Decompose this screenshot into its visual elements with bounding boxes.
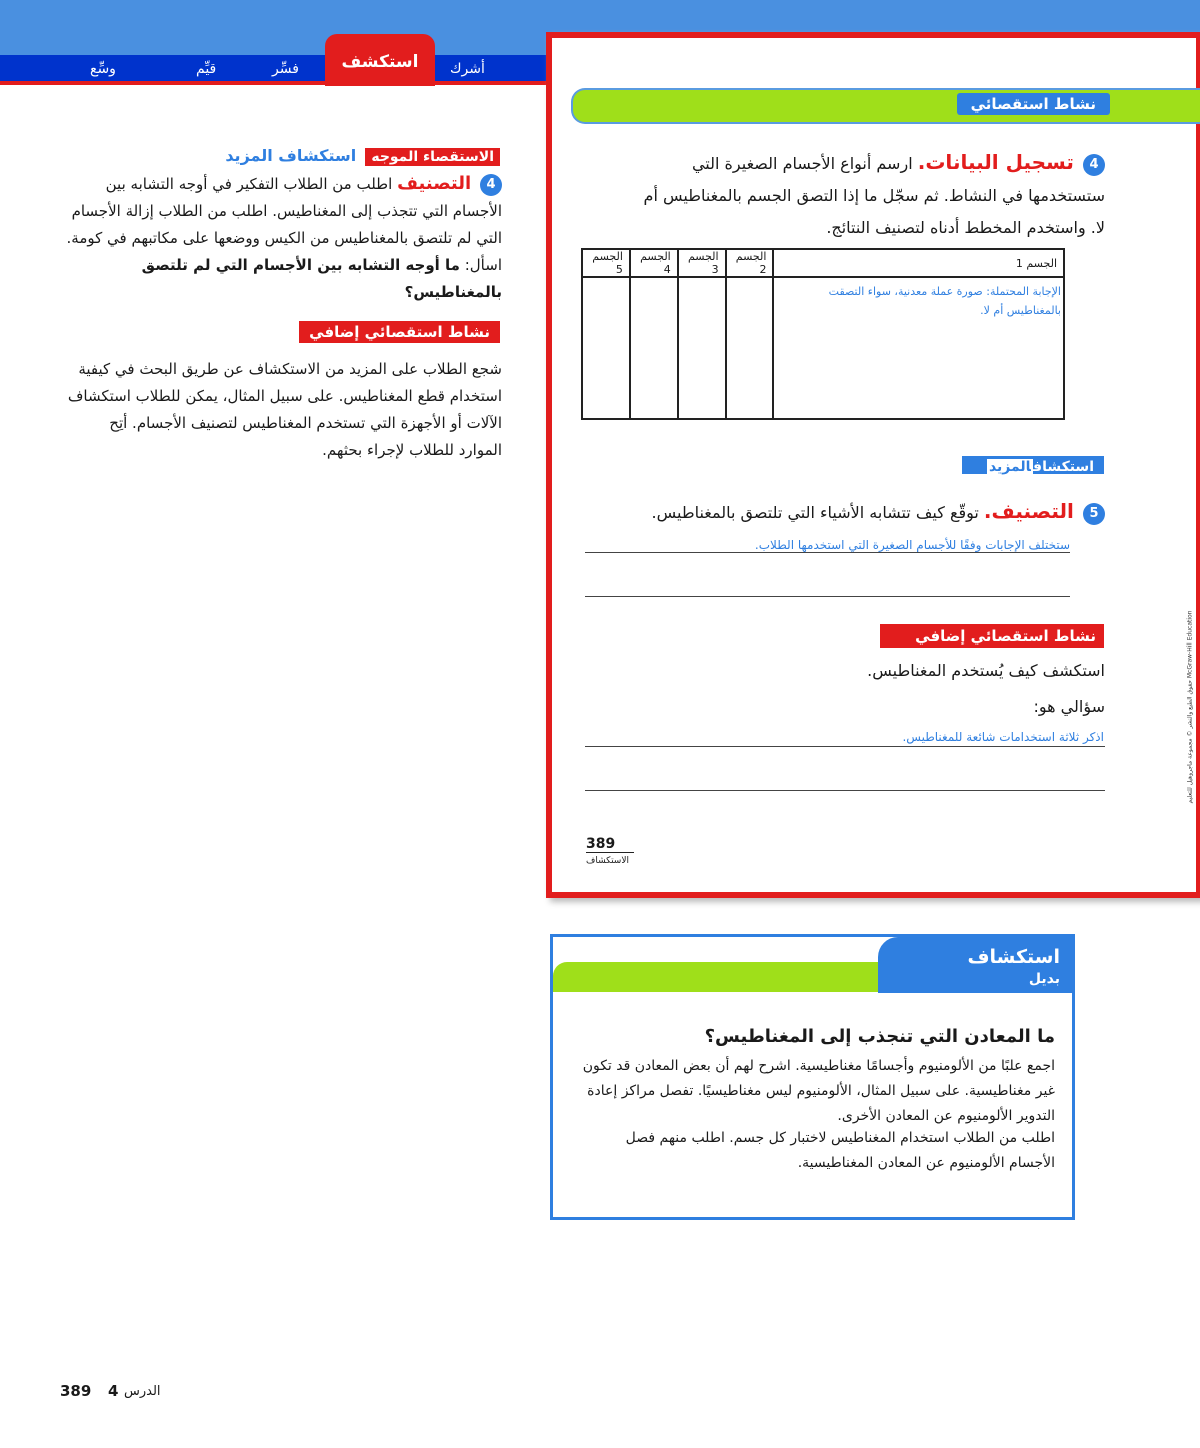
alt-explore-paragraph-1: اجمع علبًا من الألومنيوم وأجسامًا مغناطيسية. اشرح لهم أن بعض المعادن قد تكون غير مغناطيسية. على سبيل المثال، الألومنيوم ليس مغناطيسيًا. تفصل مراكز إعادة التدوير الألومنيوم عن المعادن الأخرى. [582, 1058, 1055, 1124]
q5-number-badge: 5 [1083, 503, 1105, 525]
table-header-object-1: الجسم 1 [773, 249, 1064, 277]
student-extra-activity-label: نشاط استقصائي إضافي [880, 624, 1104, 648]
alt-explore-paragraph-2: اطلب من الطلاب استخدام المغناطيس لاختبار كل جسم. اطلب منهم فصل الأجسام الألومنيوم عن المعادن المغناطيسية. [625, 1130, 1055, 1171]
q5-title: التصنيف. [983, 499, 1074, 523]
q5-instructions: توقّع كيف تتشابه الأشياء التي تلتصق بالمغناطيس. [651, 503, 979, 522]
answer-line[interactable] [585, 552, 1070, 553]
inquiry-banner-label: نشاط استقصائي [957, 93, 1110, 115]
table-answer-cell[interactable]: الإجابة المحتملة: صورة عملة معدنية، سواء التصقت بالمغناطيس أم لا. [773, 277, 1064, 419]
q5-answer: ستختلف الإجابات وفقًا للأجسام الصغيرة التي استخدمها الطلاب. [754, 538, 1070, 552]
lesson-phase-tabs [0, 55, 548, 85]
alt-explore-title: استكشاف [967, 946, 1060, 968]
q5-paragraph [585, 496, 1105, 528]
table-cell[interactable] [678, 277, 726, 419]
answer-line[interactable] [585, 746, 1105, 747]
table-header-object-5: الجسم 5 [582, 249, 630, 277]
extra-activity-label: نشاط استقصائي إضافي [299, 321, 500, 343]
q4-number-badge: 4 [1083, 154, 1105, 176]
footer-lesson-label: الدرس [124, 1384, 161, 1399]
data-table [581, 248, 1065, 420]
table-header-object-4: الجسم 4 [630, 249, 678, 277]
tab-explain[interactable]: فسِّر [272, 61, 299, 77]
q4-instructions: ارسم أنواع الأجسام الصغيرة التي ستستخدمها في النشاط. ثم سجّل ما إذا التصق الجسم بالمغناطيس أم لا. واستخدم المخطط أدناه لتصنيف النتائج. [643, 154, 1105, 237]
explore-more-bar-b: المزيد [988, 459, 1031, 475]
teacher-section-header [200, 146, 500, 168]
table-row [582, 277, 1064, 419]
alt-explore-subtitle: بديل [1028, 971, 1060, 987]
classify-keyword: التصنيف [397, 173, 472, 194]
explore-more-bar-a: استكشاف [1032, 459, 1094, 475]
footer-lesson-number: 4 [108, 1382, 119, 1400]
tab-explore[interactable]: استكشف [325, 34, 435, 86]
teacher-classify-paragraph [62, 170, 502, 306]
table-cell[interactable] [726, 277, 774, 419]
my-question-answer: اذكر ثلاثة استخدامات شائعة للمغناطيس. [902, 730, 1104, 744]
table-cell[interactable] [630, 277, 678, 419]
explore-more-bar [962, 456, 1104, 474]
teacher-extra-activity-text: شجع الطلاب على المزيد من الاستكشاف عن طريق البحث في كيفية استخدام قطع المغناطيس. على سبيل المثال، يمكن للطلاب استكشاف الآلات أو الأجهزة التي تستخدم المغناطيس لتصنيف الأجسام. أتِح الموارد للطلاب لإجراء بحثهم. [67, 360, 502, 459]
student-page-number: 389 [586, 836, 634, 853]
answer-line[interactable] [585, 790, 1105, 791]
copyright-notice: حقوق الطبع والنشر © مجموعة ماجروهيل للتعليم McGraw-Hill Education [1186, 610, 1194, 804]
table-cell[interactable] [582, 277, 630, 419]
student-page-caption: الاستكشاف [586, 856, 629, 866]
guided-inquiry-label: الاستقصاء الموجه [365, 148, 500, 166]
tab-engage[interactable]: أشرك [450, 61, 485, 77]
alt-explore-heading: ما المعادن التي تنجذب إلى المغناطيس؟ [704, 1026, 1055, 1047]
teacher-extra-activity-header [200, 322, 500, 341]
table-header-row [582, 249, 1064, 277]
answer-line[interactable] [585, 596, 1070, 597]
explore-more-heading: استكشاف المزيد [225, 146, 357, 165]
student-extra-text: استكشف كيف يُستخدم المغناطيس. [867, 661, 1105, 680]
q4-title: تسجيل البيانات. [917, 150, 1074, 174]
tab-evaluate[interactable]: قيِّم [196, 61, 217, 77]
classify-instructions: اطلب من الطلاب التفكير في أوجه التشابه بين الأجسام التي تتجذب إلى المغناطيس. اطلب من الطلاب إزالة الأجسام التي لم تلتصق بالمغناطيس من الكيس ووضعها على مكاتبهم في كومة. اسأل: [66, 175, 502, 274]
inquiry-banner [571, 88, 1200, 124]
footer-page-number: 389 [60, 1382, 92, 1400]
table-header-object-2: الجسم 2 [726, 249, 774, 277]
item-number-badge: 4 [480, 174, 502, 196]
tab-extend[interactable]: وسِّع [90, 61, 116, 77]
alt-explore-tab [878, 937, 1072, 993]
table-header-object-3: الجسم 3 [678, 249, 726, 277]
my-question-label: سؤالي هو: [1033, 697, 1105, 716]
classify-question: ما أوجه التشابه بين الأجسام التي لم تلتصق بالمغناطيس؟ [141, 256, 502, 301]
q4-paragraph [625, 146, 1105, 244]
